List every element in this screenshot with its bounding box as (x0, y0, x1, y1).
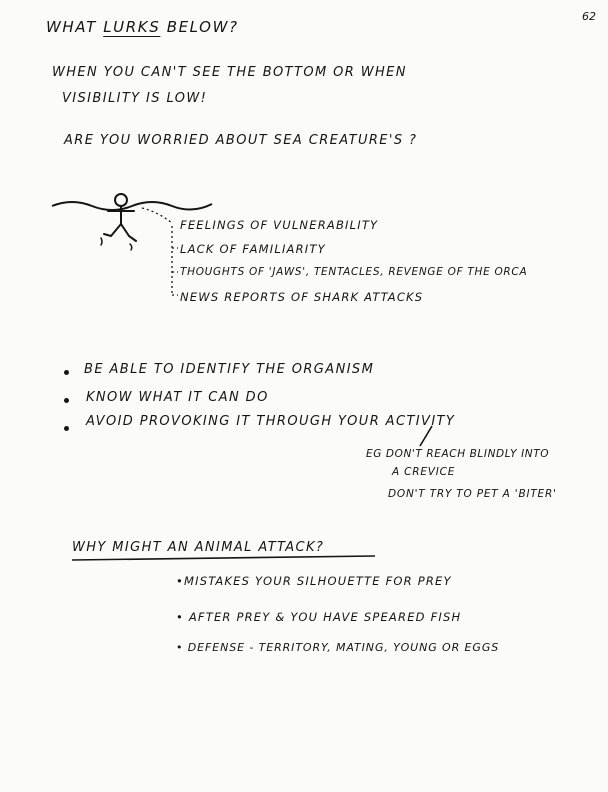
title-underlined-word: LURKS (103, 18, 161, 36)
bullet-dot (64, 426, 69, 431)
reason-item: • AFTER PREY & YOU HAVE SPEARED FISH (176, 610, 462, 624)
intro-line-2: VISIBILITY IS LOW! (62, 91, 208, 106)
reason-text: MISTAKES YOUR SILHOUETTE FOR PREY (183, 574, 452, 588)
heading-underline (72, 556, 375, 560)
advice-item: AVOID PROVOKING IT THROUGH YOUR ACTIVITY (86, 414, 456, 429)
advice-item: KNOW WHAT IT CAN DO (86, 390, 269, 405)
fear-item: NEWS REPORTS OF SHARK ATTACKS (180, 290, 424, 304)
example-text: EG DON'T REACH BLINDLY INTO (366, 448, 550, 460)
dotted-connectors (142, 208, 178, 295)
fear-item: FEELINGS OF VULNERABILITY (180, 218, 379, 232)
example-line-2: A CREVICE (392, 466, 456, 478)
title-suffix: BELOW? (160, 18, 239, 36)
example-line-1 (366, 448, 549, 460)
insert-caret (420, 426, 432, 446)
reason-item: • DEFENSE - TERRITORY, MATING, YOUNG OR EGGS (176, 641, 500, 654)
advice-item: BE ABLE TO IDENTIFY THE ORGANISM (84, 362, 375, 377)
page-number: 62 (582, 10, 596, 23)
example-line-3: DON'T TRY TO PET A 'BITER' (388, 488, 557, 500)
reason-text: DEFENSE - TERRITORY, MATING, YOUNG OR EGGS (187, 641, 500, 654)
fear-item: THOUGHTS OF 'JAWS', TENTACLES, REVENGE OF THE ORCA (180, 266, 528, 278)
stick-figure (101, 194, 136, 250)
why-heading: WHY MIGHT AN ANIMAL ATTACK? (72, 540, 325, 555)
bullet-dot (64, 370, 69, 375)
reason-text: AFTER PREY & YOU HAVE SPEARED FISH (188, 610, 462, 624)
intro-question: ARE YOU WORRIED ABOUT SEA CREATURE'S ? (64, 133, 418, 148)
fear-item: LACK OF FAMILIARITY (180, 242, 326, 256)
bullet-dot (64, 398, 69, 403)
title-prefix: WHAT (46, 18, 104, 36)
intro-line-1: WHEN YOU CAN'T SEE THE BOTTOM OR WHEN (52, 65, 407, 80)
wave-line (52, 202, 212, 210)
reason-item: •MISTAKES YOUR SILHOUETTE FOR PREY (176, 574, 452, 588)
